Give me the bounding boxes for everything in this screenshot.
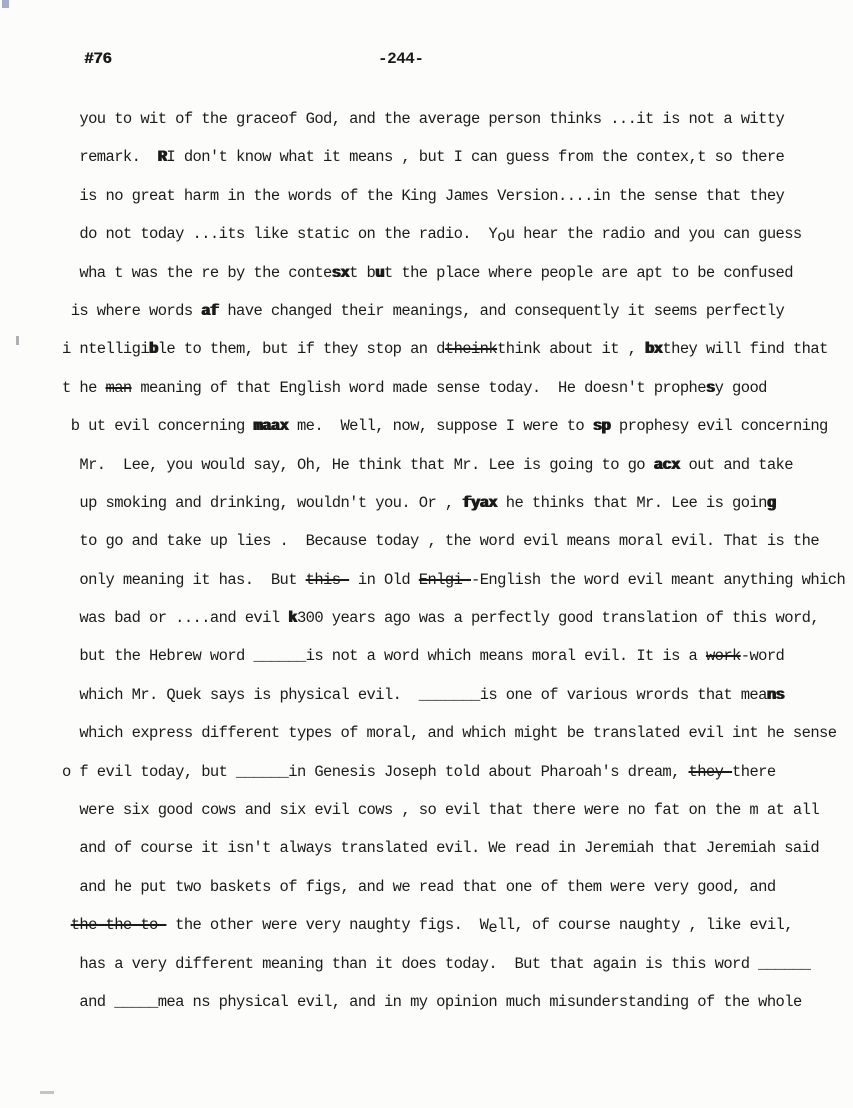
text-segment: there	[732, 762, 776, 781]
text-segment: b ut evil concerning	[62, 417, 254, 436]
text-segment: is one of various wrords that mea	[479, 685, 767, 704]
text-segment: ll, of course naughty , like evil,	[497, 916, 793, 935]
text-line	[62, 676, 845, 714]
scan-artifact	[16, 336, 19, 345]
text-segment: and of course it isn't always translated evil. We read in Jeremiah that Jeremiah said	[62, 839, 820, 858]
text-line	[62, 215, 845, 253]
text-line	[62, 829, 845, 867]
text-segment: Mr. Lee, you would say, Oh, He think that Mr. Lee is going to go	[62, 455, 654, 474]
text-line	[62, 100, 845, 138]
overstruck-text: b	[149, 340, 158, 359]
page-header	[0, 50, 853, 76]
typed-text-body	[62, 100, 845, 1021]
text-segment: o f evil today, but	[62, 762, 237, 781]
text-line	[62, 868, 845, 906]
scan-artifact	[40, 1091, 54, 1094]
text-segment: which express different types of moral, and which might be translated evil int he sense	[62, 724, 837, 743]
text-segment: in Genesis Joseph told about Pharoah's dream,	[288, 762, 689, 781]
text-line	[62, 254, 845, 292]
text-segment: only meaning it has. But	[62, 570, 306, 589]
overstruck-text: R	[157, 148, 167, 167]
text-segment: me. Well, now, suppose I were to	[288, 417, 593, 436]
page-number: -244-	[378, 50, 424, 68]
text-segment: meaning of that English word made sense today. He doesn't prophe	[131, 378, 706, 397]
struck-text: they-	[688, 762, 733, 781]
text-segment: is not a word which means moral evil. It is a	[305, 647, 706, 666]
text-segment: is no great harm in the words of the King James Version....in the sense that they	[62, 186, 785, 205]
text-segment: and	[62, 992, 115, 1011]
struck-text: the the to-	[70, 916, 167, 935]
text-segment: t b	[349, 263, 376, 282]
overstruck-text: u	[375, 263, 384, 282]
text-segment: t the place where people are apt to be confused	[383, 263, 793, 282]
overstruck-text: g	[766, 493, 776, 512]
text-line	[62, 753, 845, 791]
text-segment: the other were very naughty figs. W	[166, 916, 489, 935]
struck-text: theink	[444, 340, 498, 359]
blank-underline: ______	[236, 762, 289, 781]
text-segment: have changed their meanings, and consequently it seems perfectly	[218, 301, 785, 320]
text-segment: but the Hebrew word	[62, 647, 254, 666]
text-segment: I don't know what it means , but I can guess from the contex,t so there	[166, 148, 785, 167]
text-segment: which Mr. Quek says is physical evil.	[62, 685, 419, 704]
text-segment: they will find that	[662, 340, 828, 359]
overstruck-text: af	[201, 301, 219, 320]
text-segment: think about it ,	[497, 340, 646, 359]
text-segment: le to them, but if they stop an d	[157, 340, 445, 359]
text-segment: was bad or ....and evil	[62, 609, 289, 628]
text-segment: out and take	[679, 455, 793, 474]
text-segment: has a very different meaning than it does today. But that again is this word	[62, 954, 759, 973]
text-segment: do not today ...its like static on the radio. Y	[62, 225, 498, 244]
text-line	[62, 330, 845, 368]
blank-underline: _____	[114, 992, 158, 1011]
text-segment: and he put two baskets of figs, and we read that one of them were very good, and	[62, 877, 776, 896]
text-segment	[62, 916, 71, 934]
text-line	[62, 637, 845, 675]
text-segment: remark.	[62, 148, 158, 167]
overstruck-text: maax	[253, 417, 289, 436]
text-line	[62, 138, 845, 176]
text-segment: were six good cows and six evil cows , so evil that there were no fat on the m at all	[62, 801, 820, 820]
overstruck-text: bx	[645, 340, 663, 359]
struck-text: this-	[305, 570, 350, 589]
struck-text: Enlgi-	[418, 570, 472, 589]
dropped-char: e	[488, 918, 498, 937]
text-segment: to go and take up lies . Because today , the word evil means moral evil. That is the	[62, 532, 820, 551]
text-line	[62, 522, 845, 560]
text-segment: t he	[62, 378, 106, 397]
overstruck-text: sp	[592, 417, 611, 436]
text-line	[62, 292, 845, 330]
text-line	[62, 177, 845, 215]
overstruck-text: fyax	[462, 493, 498, 512]
page-marker: #76	[84, 50, 112, 68]
text-line	[62, 906, 845, 944]
text-line	[62, 791, 845, 829]
text-line	[62, 599, 845, 637]
text-line	[62, 484, 845, 522]
text-line	[62, 983, 845, 1021]
overstruck-text: k	[288, 609, 297, 628]
text-segment: u hear the radio and you can guess	[505, 225, 802, 244]
text-segment: up smoking and drinking, wouldn't you. Or ,	[62, 493, 463, 512]
text-line	[62, 561, 845, 599]
text-segment: you to wit of the graceof God, and the average person thinks ...it is not a witty	[62, 110, 785, 128]
overstruck-text: acx	[653, 455, 680, 474]
scan-artifact	[2, 0, 9, 8]
blank-underline: ______	[253, 647, 306, 666]
text-segment: wha t was the re by the conte	[62, 263, 332, 282]
overstruck-text: s	[705, 378, 715, 397]
text-segment: is where words	[62, 301, 202, 320]
struck-text: work	[705, 647, 741, 666]
text-line	[62, 369, 845, 407]
blank-underline: ______	[758, 954, 811, 973]
text-line	[62, 446, 845, 484]
text-line	[62, 945, 845, 983]
text-segment: he thinks that Mr. Lee is goin	[497, 493, 767, 512]
overstruck-text: sx	[331, 263, 350, 282]
text-segment: -word	[740, 647, 785, 666]
text-segment: in Old	[349, 570, 419, 589]
text-line	[62, 407, 845, 445]
text-segment: mea ns physical evil, and in my opinion much misunderstanding of the whole	[157, 992, 802, 1011]
text-segment: 300 years ago was a perfectly good translation of this word,	[296, 609, 820, 628]
text-segment: prophesy evil concerning	[610, 417, 828, 436]
text-segment: -English the word evil meant anything which	[471, 570, 846, 589]
text-line	[62, 714, 845, 752]
text-segment: y good	[714, 378, 767, 397]
text-segment: i ntelligi	[62, 340, 150, 359]
dropped-char: o	[497, 227, 506, 246]
overstruck-text: ns	[766, 685, 785, 704]
struck-text: man	[105, 378, 132, 397]
blank-underline: _______	[418, 685, 480, 704]
